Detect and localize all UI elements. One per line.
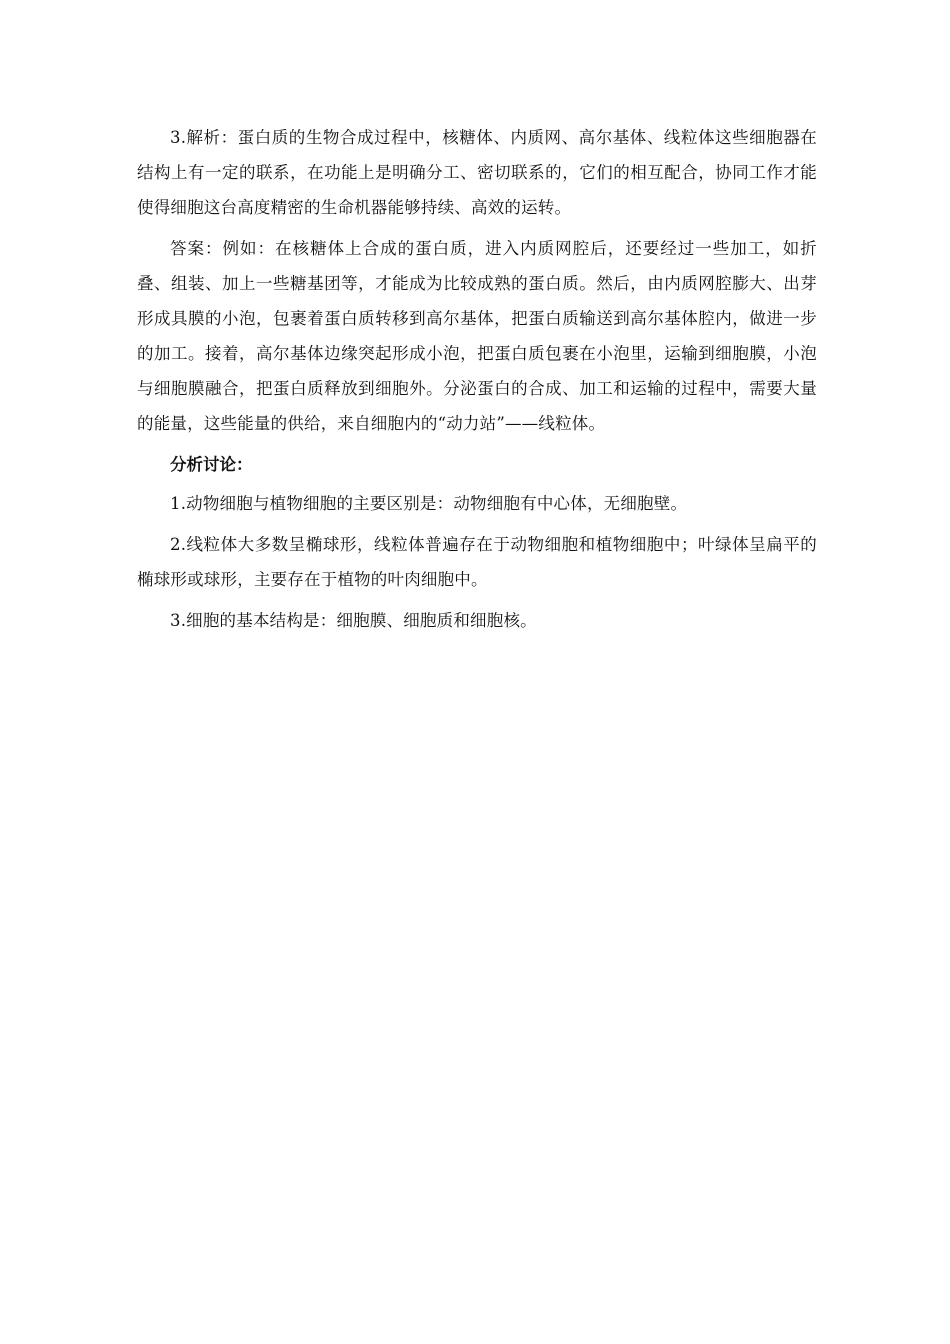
discussion-item-1: 1.动物细胞与植物细胞的主要区别是：动物细胞有中心体，无细胞壁。 [170,494,688,513]
document-page [137,120,817,644]
discussion-item-2: 2.线粒体大多数呈椭球形，线粒体普遍存在于动物细胞和植物细胞中；叶绿体呈扁平的椭球形或球形，主要存在于植物的叶肉细胞中。 [137,535,817,589]
answer-paragraph: 答案：例如：在核糖体上合成的蛋白质，进入内质网腔后，还要经过一些加工，如折叠、组装、加上一些糖基团等，才能成为比较成熟的蛋白质。然后，由内质网腔膨大、出芽形成具膜的小泡，包裹着蛋白质转移到高尔基体，把蛋白质输送到高尔基体腔内，做进一步的加工。接着，高尔基体边缘突起形成小泡，把蛋白质包裹在小泡里，运输到细胞膜，小泡与细胞膜融合，把蛋白质释放到细胞外。分泌蛋白的合成、加工和运输的过程中，需要大量的能量，这些能量的供给，来自细胞内的“动力站”——线粒体。 [137,239,817,433]
discussion-item-3: 3.细胞的基本结构是：细胞膜、细胞质和细胞核。 [170,611,537,630]
discussion-heading: 分析讨论： [170,455,253,474]
analysis-paragraph: 3.解析：蛋白质的生物合成过程中，核糖体、内质网、高尔基体、线粒体这些细胞器在结构上有一定的联系，在功能上是明确分工、密切联系的，它们的相互配合，协同工作才能使得细胞这台高度精密的生命机器能够持续、高效的运转。 [137,128,817,217]
